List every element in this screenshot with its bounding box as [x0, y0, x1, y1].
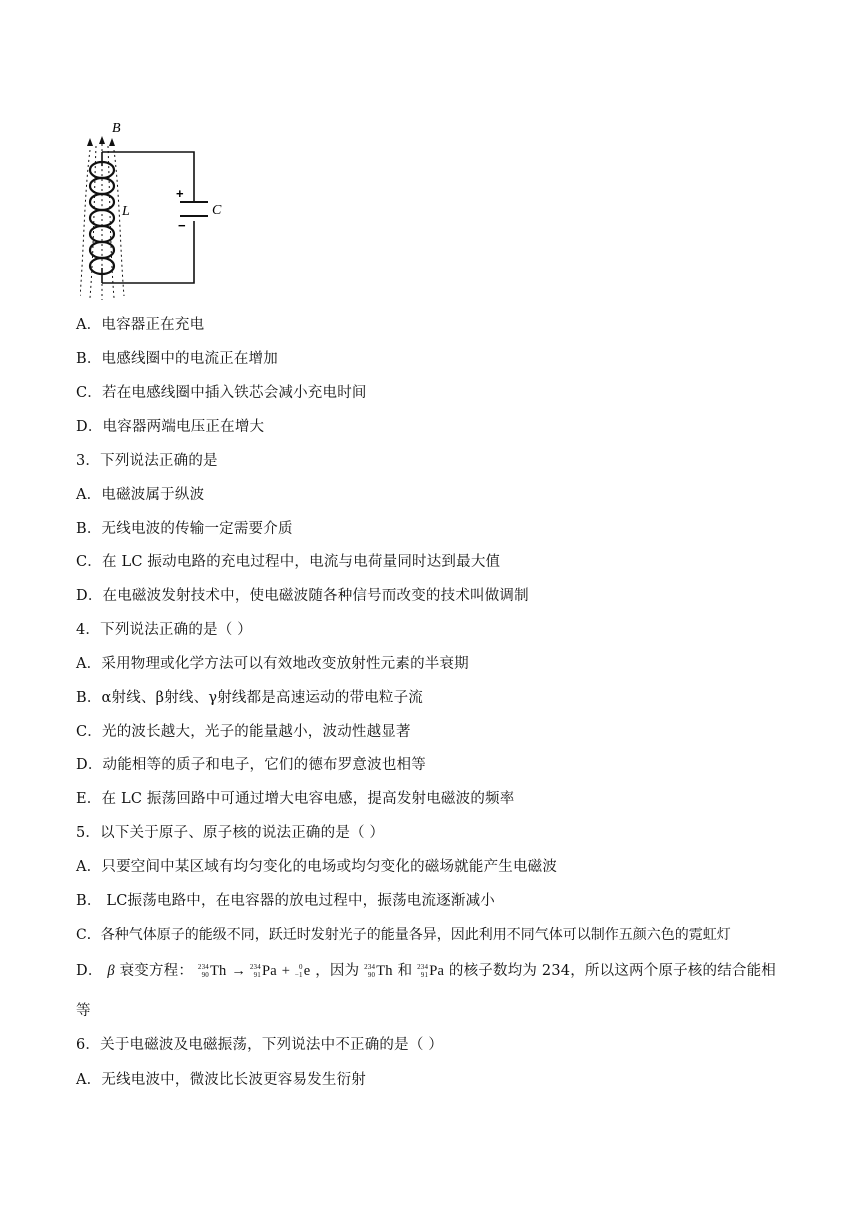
- option-line: D．动能相等的质子和电子，它们的德布罗意波也相等: [76, 757, 426, 773]
- plus-sign: +: [176, 186, 184, 201]
- option-line-beta-decay: [76, 962, 776, 980]
- label-b: B: [112, 121, 121, 136]
- option-line: B．电感线圈中的电流正在增加: [76, 351, 278, 367]
- option-line: C．若在电感线圈中插入铁芯会减小充电时间: [76, 385, 367, 401]
- text-segment: ，因为: [315, 963, 360, 979]
- nuclide-pa-2: 234 91 Pa: [417, 963, 445, 979]
- nuclide-electron: 0 −1 e: [294, 963, 311, 979]
- nuclide-pa: 234 91 Pa: [249, 963, 277, 979]
- option-line: D．电容器两端电压正在增大: [76, 419, 265, 435]
- option-line: B．无线电波的传输一定需要介质: [76, 521, 293, 537]
- option-line-continued: 等: [76, 1003, 91, 1019]
- field-arrows: [87, 136, 115, 146]
- option-prefix: D．: [76, 963, 103, 979]
- option-line: A．采用物理或化学方法可以有效地改变放射性元素的半衰期: [76, 656, 469, 672]
- label-c: C: [212, 203, 222, 218]
- question-stem: 4．下列说法正确的是（ ）: [76, 622, 252, 638]
- text-segment: 的核子数均为 234，所以这两个原子核的结合能相: [448, 963, 776, 979]
- option-line: B．α射线、β射线、γ射线都是高速运动的带电粒子流: [76, 690, 423, 706]
- question-stem: 5．以下关于原子、原子核的说法正确的是（ ）: [76, 825, 385, 841]
- label-l: L: [122, 204, 130, 219]
- beta-symbol: β: [107, 963, 115, 979]
- text-segment: 和: [397, 963, 413, 979]
- option-line: D．在电磁波发射技术中，使电磁波随各种信号而改变的技术叫做调制: [76, 588, 529, 604]
- nuclide-th-2: 234 90 Th: [364, 963, 393, 979]
- minus-sign: −: [178, 218, 186, 233]
- nuclide-th: 234 90 Th: [197, 963, 227, 979]
- option-line: C．在 LC 振动电路的充电过程中，电流与电荷量同时达到最大值: [76, 554, 501, 570]
- option-line: C．各种气体原子的能级不同，跃迁时发射光子的能量各异，因此利用不同气体可以制作五颜六色的霓虹灯: [76, 927, 731, 943]
- option-line: A．无线电波中，微波比长波更容易发生衍射: [76, 1072, 366, 1088]
- plus: +: [281, 963, 291, 979]
- text-segment: 衰变方程：: [119, 963, 194, 979]
- option-line: B． LC振荡电路中，在电容器的放电过程中，振荡电流逐渐减小: [76, 893, 495, 909]
- option-line: A．只要空间中某区域有均匀变化的电场或均匀变化的磁场就能产生电磁波: [76, 859, 558, 875]
- option-line: A．电容器正在充电: [76, 317, 205, 333]
- option-line: A．电磁波属于纵波: [76, 487, 205, 503]
- option-line: C．光的波长越大，光子的能量越小，波动性越显著: [76, 724, 411, 740]
- question-stem: 6．关于电磁波及电磁振荡，下列说法中不正确的是（ ）: [76, 1037, 444, 1053]
- lc-circuit-figure: [80, 118, 230, 303]
- arrow: →: [231, 963, 250, 979]
- question-stem: 3．下列说法正确的是: [76, 453, 218, 469]
- option-line: E．在 LC 振荡回路中可通过增大电容电感，提高发射电磁波的频率: [76, 791, 515, 807]
- capacitor: [180, 202, 208, 216]
